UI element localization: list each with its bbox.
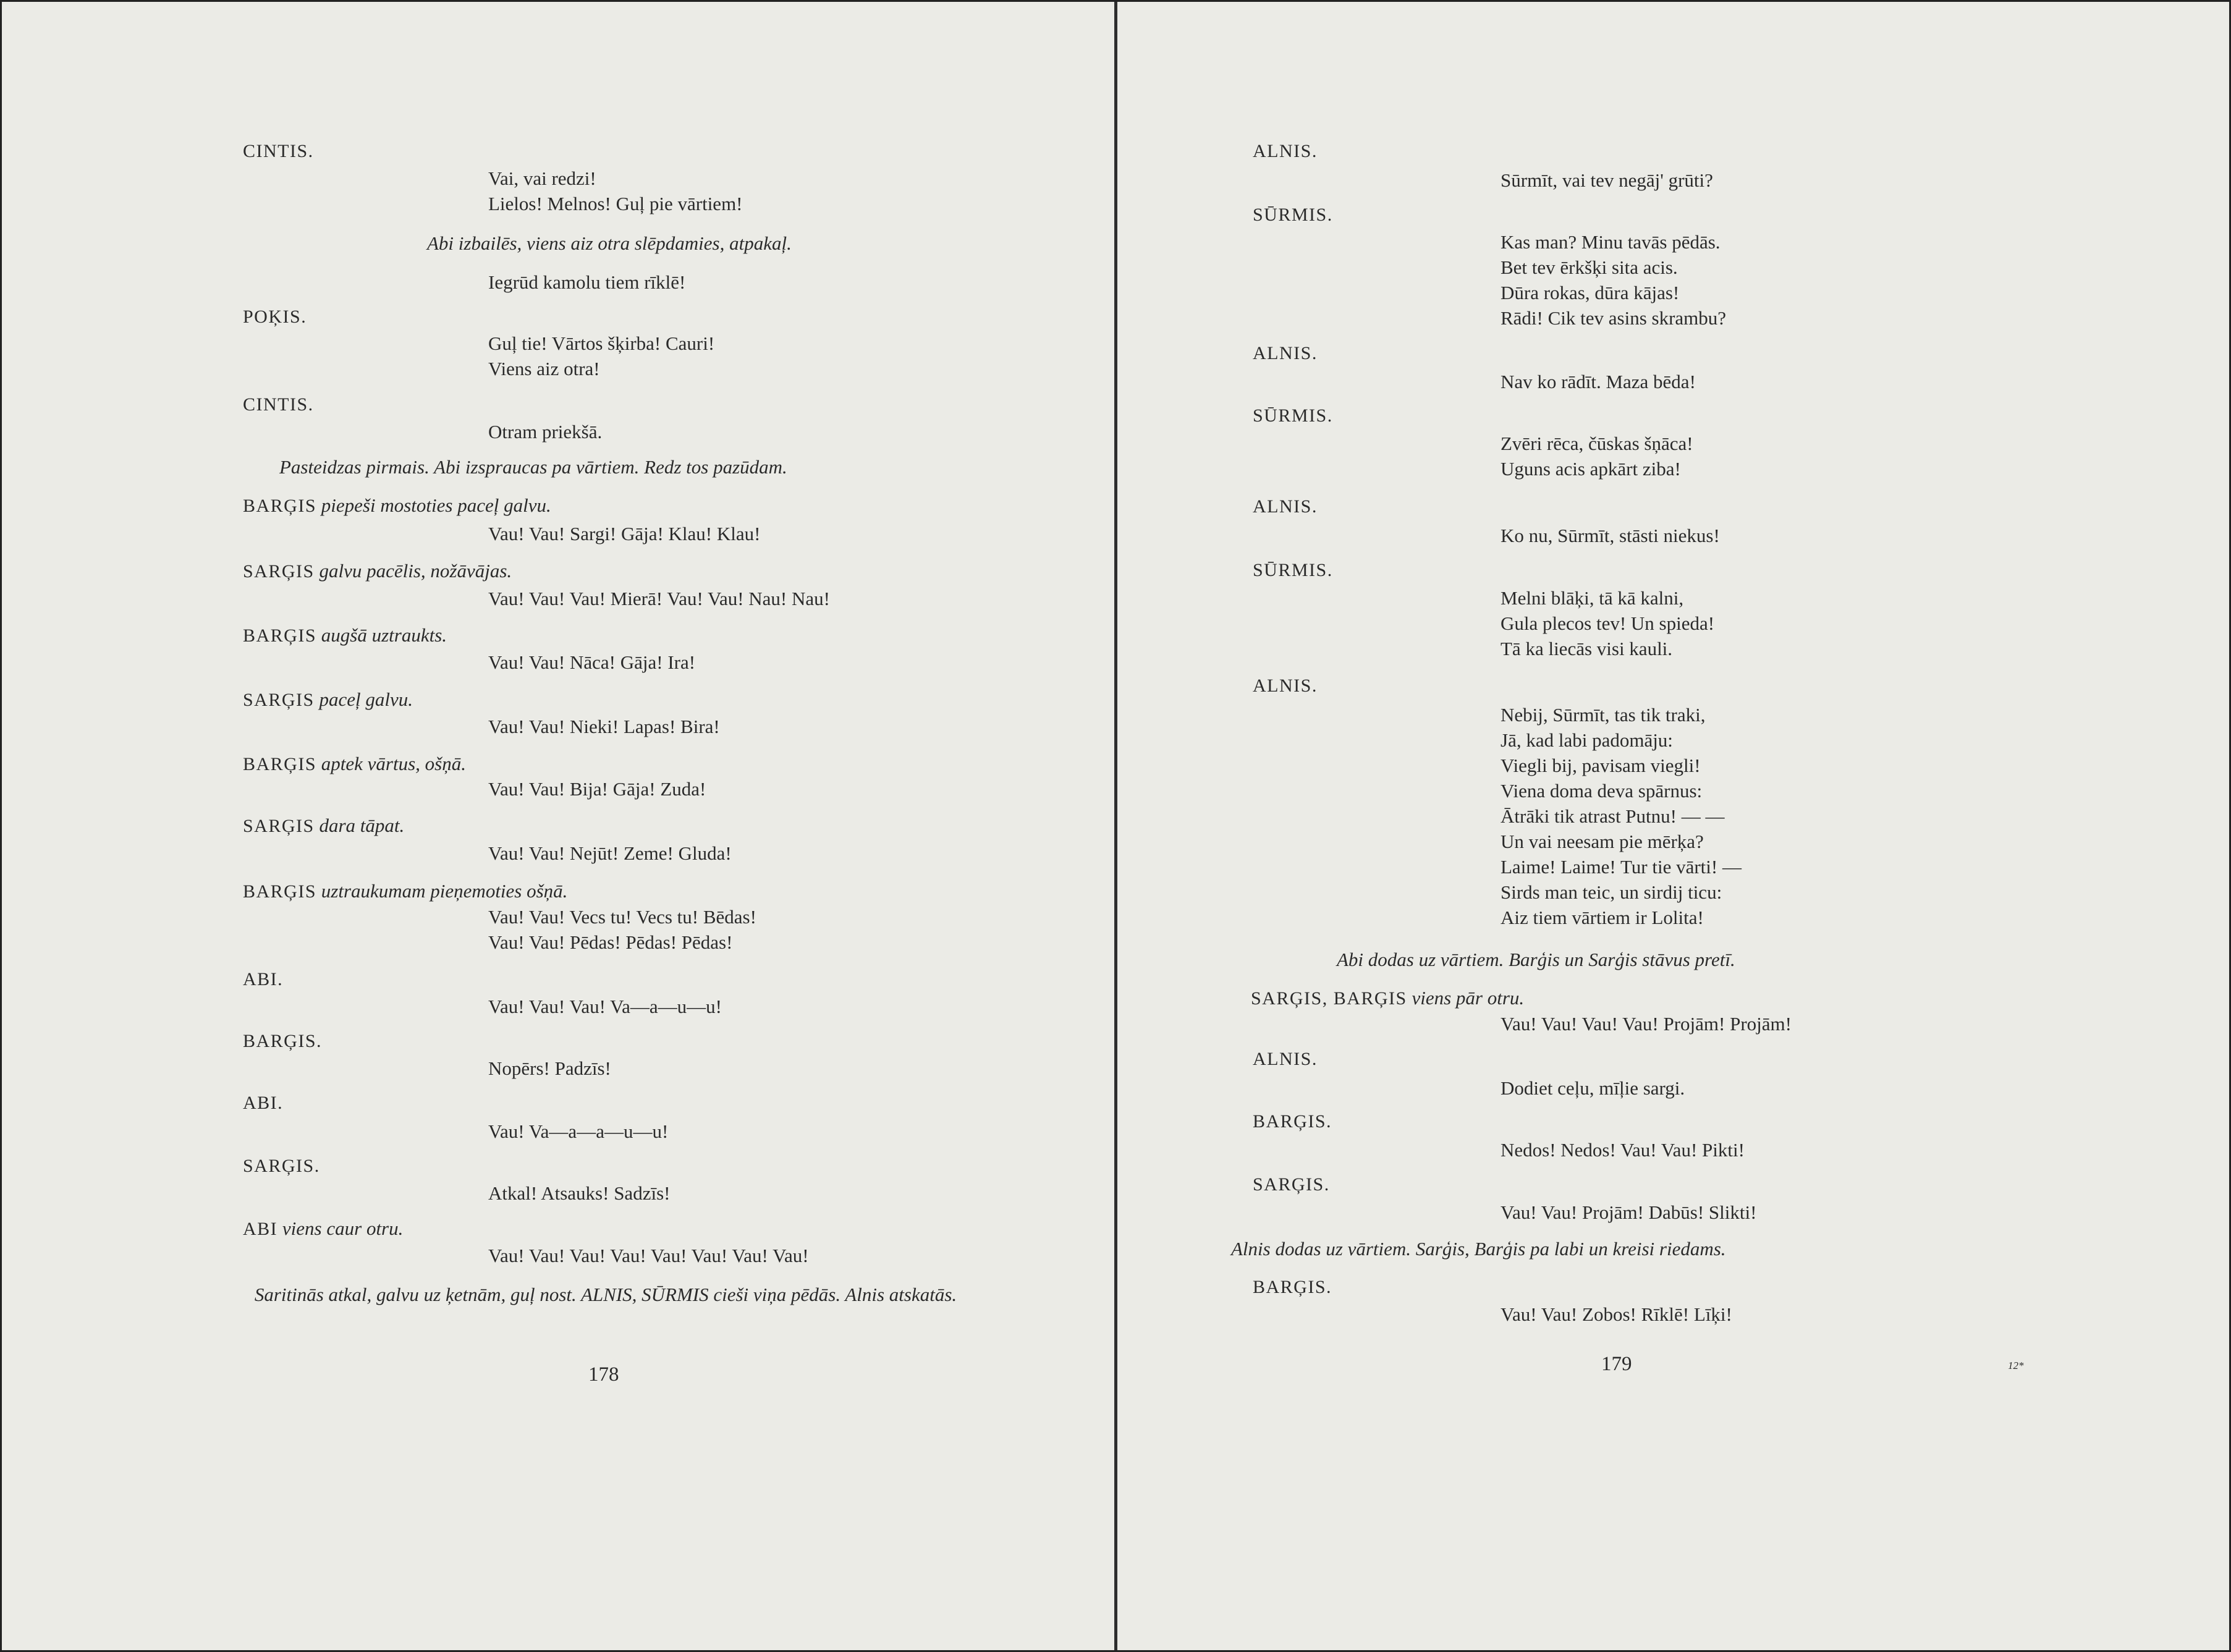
verse-line: Ātrāki tik atrast Putnu! — — [1501, 805, 1725, 827]
verse-block [488, 904, 756, 955]
verse-line: Kas man? Minu tavās pēdās. [1501, 231, 1721, 253]
speaker-name: SARĢIS [243, 561, 315, 582]
verse-line: Vau! Vau! Vau! Mierā! Vau! Vau! Nau! Nau! [488, 588, 830, 609]
speaker-name: BARĢIS [243, 754, 317, 774]
speaker-label: CINTIS. [243, 394, 314, 415]
speaker-label: ALNIS. [1253, 676, 1318, 696]
right-page [1117, 0, 2231, 1652]
verse-block [1501, 431, 1693, 481]
verse-line: Nedos! Nedos! Vau! Vau! Pikti! [1501, 1139, 1745, 1161]
verse-line: Vau! Vau! Vau! Vau! Vau! Vau! Vau! Vau! [488, 1245, 809, 1266]
speaker-name: BARĢIS [243, 625, 317, 646]
speaker-line [243, 688, 413, 711]
speaker-line [243, 753, 466, 775]
verse-line: Jā, kad labi padomāju: [1501, 729, 1673, 751]
verse-line: Viena doma deva spārnus: [1501, 780, 1703, 802]
stage-direction: viens pār otru. [1412, 987, 1525, 1009]
verse-line: Vau! Vau! Pēdas! Pēdas! Pēdas! [488, 931, 733, 953]
verse-line: Vau! Va—a—a—u—u! [488, 1120, 669, 1142]
verse-line: Rādi! Cik tev asins skrambu? [1501, 307, 1727, 329]
speaker-label: CINTIS. [243, 141, 314, 161]
verse-line: Sūrmīt, vai tev negāj' grūti? [1501, 169, 1713, 191]
signature-mark: 12* [2008, 1360, 2024, 1371]
verse-block [488, 166, 743, 216]
verse-line: Vau! Vau! Nāca! Gāja! Ira! [488, 651, 696, 673]
stage-direction: viens caur otru. [282, 1218, 404, 1239]
stage-direction: Pasteidzas pirmais. Abi izspraucas pa vārtiem. Redz tos pazūdam. [279, 456, 787, 478]
speaker-line [243, 880, 567, 902]
left-page [0, 0, 1114, 1652]
verse-line: Vau! Vau! Vau! Va—a—u—u! [488, 996, 722, 1017]
verse-line: Nopērs! Padzīs! [488, 1057, 611, 1079]
verse-block [1501, 585, 1714, 661]
verse-line: Un vai neesam pie mērķa? [1501, 831, 1704, 852]
verse-line: Tā ka liecās visi kauli. [1501, 638, 1673, 659]
verse-line: Nav ko rādīt. Maza bēda! [1501, 371, 1696, 392]
speaker-label: POĶIS. [243, 307, 307, 327]
speaker-line [243, 624, 447, 646]
verse-line: Atkal! Atsauks! Sadzīs! [488, 1182, 671, 1204]
verse-block [1501, 229, 1726, 331]
verse-line: Vau! Vau! Vecs tu! Vecs tu! Bēdas! [488, 906, 756, 928]
verse-line: Dodiet ceļu, mīļie sargi. [1501, 1077, 1685, 1099]
speaker-label: SŪRMIS. [1253, 205, 1333, 225]
speaker-label: ABI. [243, 969, 284, 989]
verse-line: Vau! Vau! Nejūt! Zeme! Gluda! [488, 842, 732, 864]
speaker-name: BARĢIS [243, 496, 317, 516]
verse-line: Uguns acis apkārt ziba! [1501, 458, 1681, 480]
verse-line: Lielos! Melnos! Guļ pie vārtiem! [488, 193, 743, 214]
speaker-line [243, 560, 512, 582]
speaker-label: BARĢIS. [243, 1031, 323, 1051]
verse-line: Vau! Vau! Zobos! Rīklē! Līķi! [1501, 1303, 1732, 1325]
speaker-label: ALNIS. [1253, 1049, 1318, 1069]
stage-direction: Abi dodas uz vārtiem. Barģis un Sarģis stāvus pretī. [1337, 949, 1735, 970]
stage-direction: Alnis dodas uz vārtiem. Sarģis, Barģis pa labi un kreisi riedams. [1231, 1238, 1726, 1260]
speaker-name: SARĢIS [243, 690, 315, 710]
page-number: 179 [1601, 1353, 1632, 1375]
stage-direction: Abi izbailēs, viens aiz otra slēpdamies, atpakaļ. [427, 232, 792, 254]
stage-direction: Saritinās atkal, galvu uz ķetnām, guļ nost. ALNIS, SŪRMIS cieši viņa pēdās. Alnis atskatās. [254, 1284, 957, 1305]
speaker-line [243, 815, 404, 837]
verse-line: Iegrūd kamolu tiem rīklē! [488, 271, 686, 293]
verse-line: Vau! Vau! Nieki! Lapas! Bira! [488, 716, 720, 737]
stage-direction: paceļ galvu. [319, 688, 413, 710]
verse-block [488, 331, 714, 381]
verse-line: Vau! Vau! Sargi! Gāja! Klau! Klau! [488, 523, 761, 544]
speaker-label: SARĢIS. [1253, 1174, 1330, 1195]
page-number: 178 [588, 1363, 619, 1386]
stage-direction: augšā uztraukts. [321, 624, 447, 646]
stage-direction: aptek vārtus, ošņā. [321, 753, 466, 774]
speaker-label: ALNIS. [1253, 496, 1318, 517]
verse-line: Aiz tiem vārtiem ir Lolita! [1501, 907, 1704, 928]
verse-line: Ko nu, Sūrmīt, stāsti niekus! [1501, 525, 1720, 546]
speaker-label: SŪRMIS. [1253, 560, 1333, 580]
verse-line: Vau! Vau! Projām! Dabūs! Slikti! [1501, 1201, 1757, 1223]
speaker-name: SARĢIS, BARĢIS [1251, 988, 1407, 1009]
speaker-label: BARĢIS. [1253, 1277, 1332, 1297]
verse-line: Sirds man teic, un sirdij ticu: [1501, 881, 1722, 903]
stage-direction: dara tāpat. [319, 815, 405, 836]
verse-line: Vai, vai redzi! [488, 167, 596, 189]
verse-line: Viens aiz otra! [488, 358, 600, 379]
stage-direction: piepeši mostoties paceļ galvu. [321, 494, 551, 516]
stage-direction: galvu pacēlis, nožāvājas. [319, 560, 512, 582]
verse-line: Otram priekšā. [488, 421, 603, 443]
verse-block [1501, 702, 1742, 930]
verse-line: Vau! Vau! Bija! Gāja! Zuda! [488, 778, 706, 800]
verse-line: Bet tev ērkšķi sita acis. [1501, 256, 1678, 278]
speaker-label: SŪRMIS. [1253, 405, 1333, 426]
speaker-name: SARĢIS [243, 816, 315, 836]
verse-line: Zvēri rēca, čūskas šņāca! [1501, 433, 1693, 454]
speaker-line [243, 494, 551, 517]
verse-line: Nebij, Sūrmīt, tas tik traki, [1501, 704, 1706, 726]
speaker-line [243, 1218, 403, 1240]
speaker-label: SARĢIS. [243, 1156, 320, 1176]
verse-line: Dūra rokas, dūra kājas! [1501, 282, 1680, 303]
verse-line: Gula plecos tev! Un spieda! [1501, 612, 1715, 634]
speaker-name: BARĢIS [243, 881, 317, 902]
verse-line: Laime! Laime! Tur tie vārti! — [1501, 856, 1742, 878]
verse-line: Viegli bij, pavisam viegli! [1501, 755, 1701, 776]
speaker-line [1251, 987, 1524, 1009]
verse-line: Vau! Vau! Vau! Vau! Projām! Projām! [1501, 1013, 1792, 1035]
speaker-label: BARĢIS. [1253, 1111, 1332, 1132]
speaker-label: ALNIS. [1253, 343, 1318, 363]
verse-line: Guļ tie! Vārtos šķirba! Cauri! [488, 333, 715, 354]
speaker-name: ABI [243, 1219, 278, 1239]
speaker-label: ABI. [243, 1093, 284, 1113]
verse-line: Melni blāķi, tā kā kalni, [1501, 587, 1684, 609]
stage-direction: uztraukumam pieņemoties ošņā. [321, 880, 568, 902]
speaker-label: ALNIS. [1253, 141, 1318, 161]
